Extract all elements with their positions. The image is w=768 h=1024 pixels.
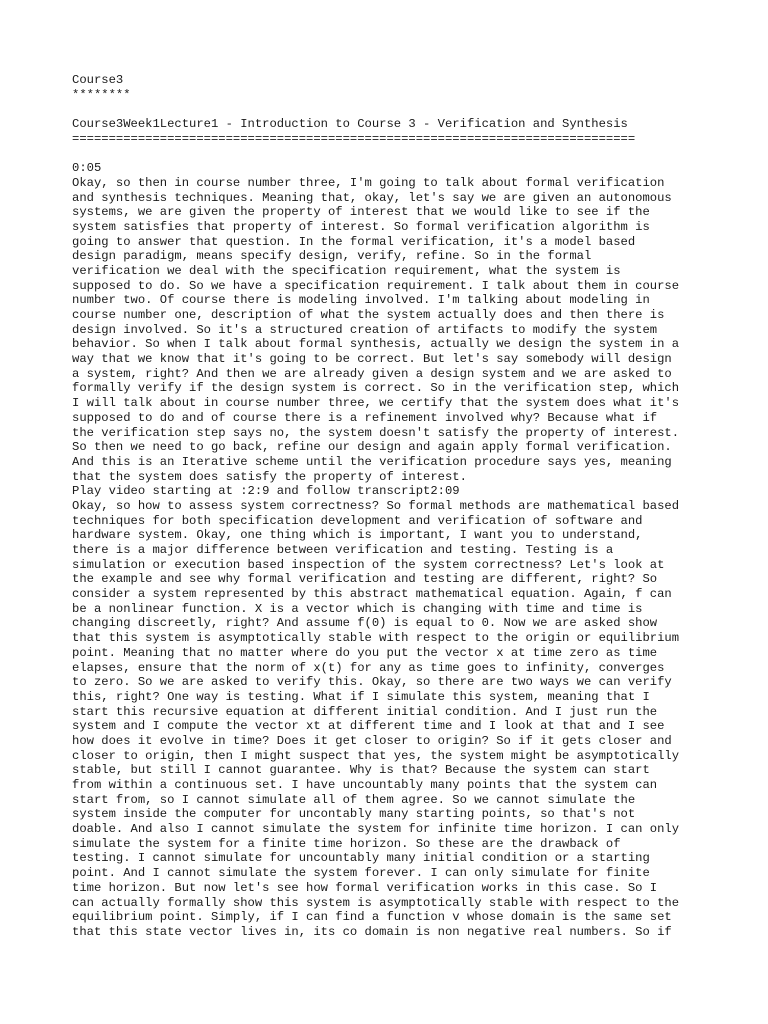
transcript-line: how does it evolve in time? Does it get closer to origin? So if it gets closer and bbox=[72, 733, 672, 748]
lecture-title: Course3Week1Lecture1 - Introduction to Course 3 - Verification and Synthesis bbox=[72, 117, 628, 132]
transcript-line: elapses, ensure that the norm of x(t) for any as time goes to infinity, converges bbox=[72, 660, 665, 675]
transcript-line: point. Meaning that no matter where do you put the vector x at time zero as time bbox=[72, 645, 658, 660]
transcript-line: start from, so I cannot simulate all of them agree. So we cannot simulate the bbox=[72, 792, 636, 807]
transcript-line: closer to origin, then I might suspect that yes, the system might be asymptotically bbox=[72, 748, 680, 763]
blank-line bbox=[72, 102, 732, 117]
transcript-line: formally verify if the design system is correct. So in the verification step, which bbox=[72, 381, 680, 396]
transcript-line: Okay, so then in course number three, I'm going to talk about formal verification bbox=[72, 175, 665, 190]
transcript-line: can actually formally show this system is asymptotically stable with respect to the bbox=[72, 895, 680, 910]
transcript-line: doable. And also I cannot simulate the system for infinite time horizon. I can only bbox=[72, 822, 680, 837]
transcript-line bbox=[72, 954, 732, 969]
transcript-line: the verification step says no, the system doesn't satisfy the property of interest. bbox=[72, 425, 680, 440]
transcript-line: simulate the system for a finite time horizon. So these are the drawback of bbox=[72, 836, 621, 851]
transcript-line: system and I compute the vector xt at different time and I look at that and I see bbox=[72, 719, 665, 734]
transcript-line: course number one, description of what the system actually does and then there is bbox=[72, 308, 665, 322]
transcript-line: way that we know that it's going to be correct. But let's say somebody will design bbox=[72, 352, 672, 367]
transcript-line: system inside the computer for uncontably many starting points, so that's not bbox=[72, 807, 636, 822]
lecture-title-underline: ============================================================================= bbox=[72, 131, 636, 146]
blank-line bbox=[72, 146, 732, 161]
course-title: Course3 bbox=[72, 73, 124, 87]
transcript-line: and synthesis techniques. Meaning that, okay, let's say we are given an autonomous bbox=[72, 190, 672, 205]
transcript-line: there is a major difference between verification and testing. Testing is a bbox=[72, 543, 614, 557]
timestamp: 0:05 bbox=[72, 161, 102, 176]
transcript-line: supposed to do. So we have a specification requirement. I talk about them in course bbox=[72, 278, 680, 293]
transcript-line: stable, but still I cannot guarantee. Why is that? Because the system can start bbox=[72, 763, 650, 778]
transcript-line: that this state vector lives in, its co domain is non negative real numbers. So if bbox=[72, 924, 672, 939]
transcript-line: this, right? One way is testing. What if I simulate this system, meaning that I bbox=[72, 689, 650, 704]
transcript-line: techniques for both specification development and verification of software and bbox=[72, 513, 643, 528]
transcript-line: that this system is asymptotically stable with respect to the origin or equilibrium bbox=[72, 631, 680, 646]
transcript-line: point. And I cannot simulate the system forever. I can only simulate for finite bbox=[72, 866, 650, 881]
transcript-line: consider a system represented by this abstract mathematical equation. Again, f can bbox=[72, 587, 672, 602]
transcript-line: number two. Of course there is modeling involved. I'm talking about modeling in bbox=[72, 293, 650, 308]
transcript-line: I will talk about in course number three, we certify that the system does what it's bbox=[72, 396, 680, 411]
transcript-line: to zero. So we are asked to verify this. Okay, so there are two ways we can verify bbox=[72, 675, 672, 690]
transcript-line: supposed to do and of course there is a refinement involved why? Because what if bbox=[72, 410, 658, 425]
transcript-line: behavior. So when I talk about formal synthesis, actually we design the system in a bbox=[72, 337, 680, 352]
transcript-line: start this recursive equation at different initial condition. And I just run the bbox=[72, 704, 658, 719]
transcript-line: verification we deal with the specification requirement, what the system is bbox=[72, 263, 621, 278]
transcript-line: testing. I cannot simulate for uncountably many initial condition or a starting bbox=[72, 851, 650, 866]
transcript-line: So then we need to go back, refine our design and again apply formal verification. bbox=[72, 440, 672, 455]
transcript-line: time horizon. But now let's see how formal verification works in this case. So I bbox=[72, 880, 658, 895]
transcript-line: that the system does satisfy the property of interest. bbox=[72, 469, 467, 484]
document-page bbox=[72, 73, 732, 969]
transcript-line: going to answer that question. In the formal verification, it's a model based bbox=[72, 234, 636, 249]
transcript-line: equilibrium point. Simply, if I can find a function v whose domain is the same set bbox=[72, 910, 672, 925]
transcript-line: hardware system. Okay, one thing which is important, I want you to understand, bbox=[72, 528, 643, 543]
course-title-underline: ******** bbox=[72, 87, 131, 102]
transcript-line: the example and see why formal verification and testing are different, right? So bbox=[72, 572, 658, 587]
transcript-line: And this is an Iterative scheme until the verification procedure says yes, meaning bbox=[72, 454, 672, 469]
transcript-line: system satisfies that property of interest. So formal verification algorithm is bbox=[72, 219, 650, 234]
transcript-line: a system, right? And then we are already given a design system and we are asked to bbox=[72, 366, 672, 381]
video-link-line: Play video starting at :2:9 and follow transcript2:09 bbox=[72, 484, 460, 499]
transcript-line: from within a continuous set. I have uncountably many points that the system can bbox=[72, 778, 658, 792]
transcript-line: Okay, so how to assess system correctness? So formal methods are mathematical based bbox=[72, 498, 680, 513]
transcript-line: systems, we are given the property of interest that we would like to see if the bbox=[72, 205, 650, 220]
transcript-line: design involved. So it's a structured creation of artifacts to modify the system bbox=[72, 322, 658, 337]
transcript-line: be a nonlinear function. X is a vector which is changing with time and time is bbox=[72, 601, 643, 616]
transcript-line: changing discreetly, right? And assume f(0) is equal to 0. Now we are asked show bbox=[72, 616, 658, 631]
transcript-line: design paradigm, means specify design, verify, refine. So in the formal bbox=[72, 249, 592, 264]
transcript-line: simulation or execution based inspection of the system correctness? Let's look at bbox=[72, 557, 665, 572]
transcript-line bbox=[72, 940, 732, 955]
